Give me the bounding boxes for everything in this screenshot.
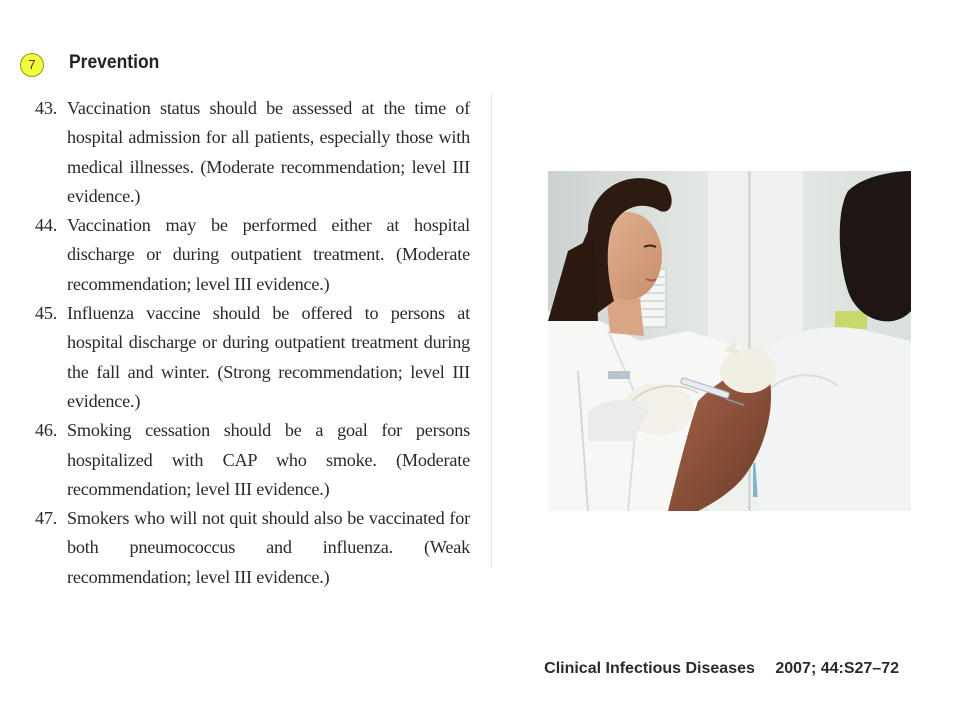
recommendation-number: 45. bbox=[35, 303, 58, 324]
recommendation-item bbox=[30, 299, 470, 416]
recommendation-text: Smokers who will not quit should also be vaccinated for both pneumococcus and influenza. (Weak recommendation; level III evidence.) bbox=[67, 508, 470, 587]
recommendation-text: Vaccination status should be assessed at the time of hospital admission for all patients, especially those with medical illnesses. (Moderate recommendation; level III evidence.) bbox=[67, 98, 470, 206]
citation-journal: Clinical Infectious Diseases bbox=[544, 660, 755, 677]
recommendation-number: 43. bbox=[35, 98, 58, 118]
recommendation-item bbox=[30, 94, 470, 211]
recommendation-list bbox=[30, 94, 470, 592]
slide-number-badge bbox=[20, 53, 44, 77]
recommendation-item bbox=[30, 504, 470, 592]
column-divider bbox=[491, 94, 492, 568]
recommendation-item bbox=[30, 416, 470, 504]
slide-number: 7 bbox=[28, 57, 36, 72]
vaccination-photo bbox=[548, 171, 911, 511]
recommendation-text: Influenza vaccine should be offered to persons at hospital discharge or during outpatient treatment during the fall and winter. (Strong recommendation; level III evidence.) bbox=[67, 303, 470, 411]
recommendation-number: 44. bbox=[35, 215, 58, 236]
recommendation-text: Smoking cessation should be a goal for persons hospitalized with CAP who smoke. (Moderate recommendation; level III evidence.) bbox=[67, 420, 470, 499]
recommendation-text: Vaccination may be performed either at hospital discharge or during outpatient treatment. (Moderate recommendation; level III evidence.) bbox=[67, 215, 470, 294]
citation bbox=[544, 660, 899, 678]
recommendation-item bbox=[30, 211, 470, 299]
section-title: Prevention bbox=[69, 52, 160, 73]
citation-reference: 2007; 44:S27–72 bbox=[775, 660, 899, 677]
recommendation-number: 47. bbox=[35, 508, 58, 529]
recommendation-number: 46. bbox=[35, 420, 58, 441]
